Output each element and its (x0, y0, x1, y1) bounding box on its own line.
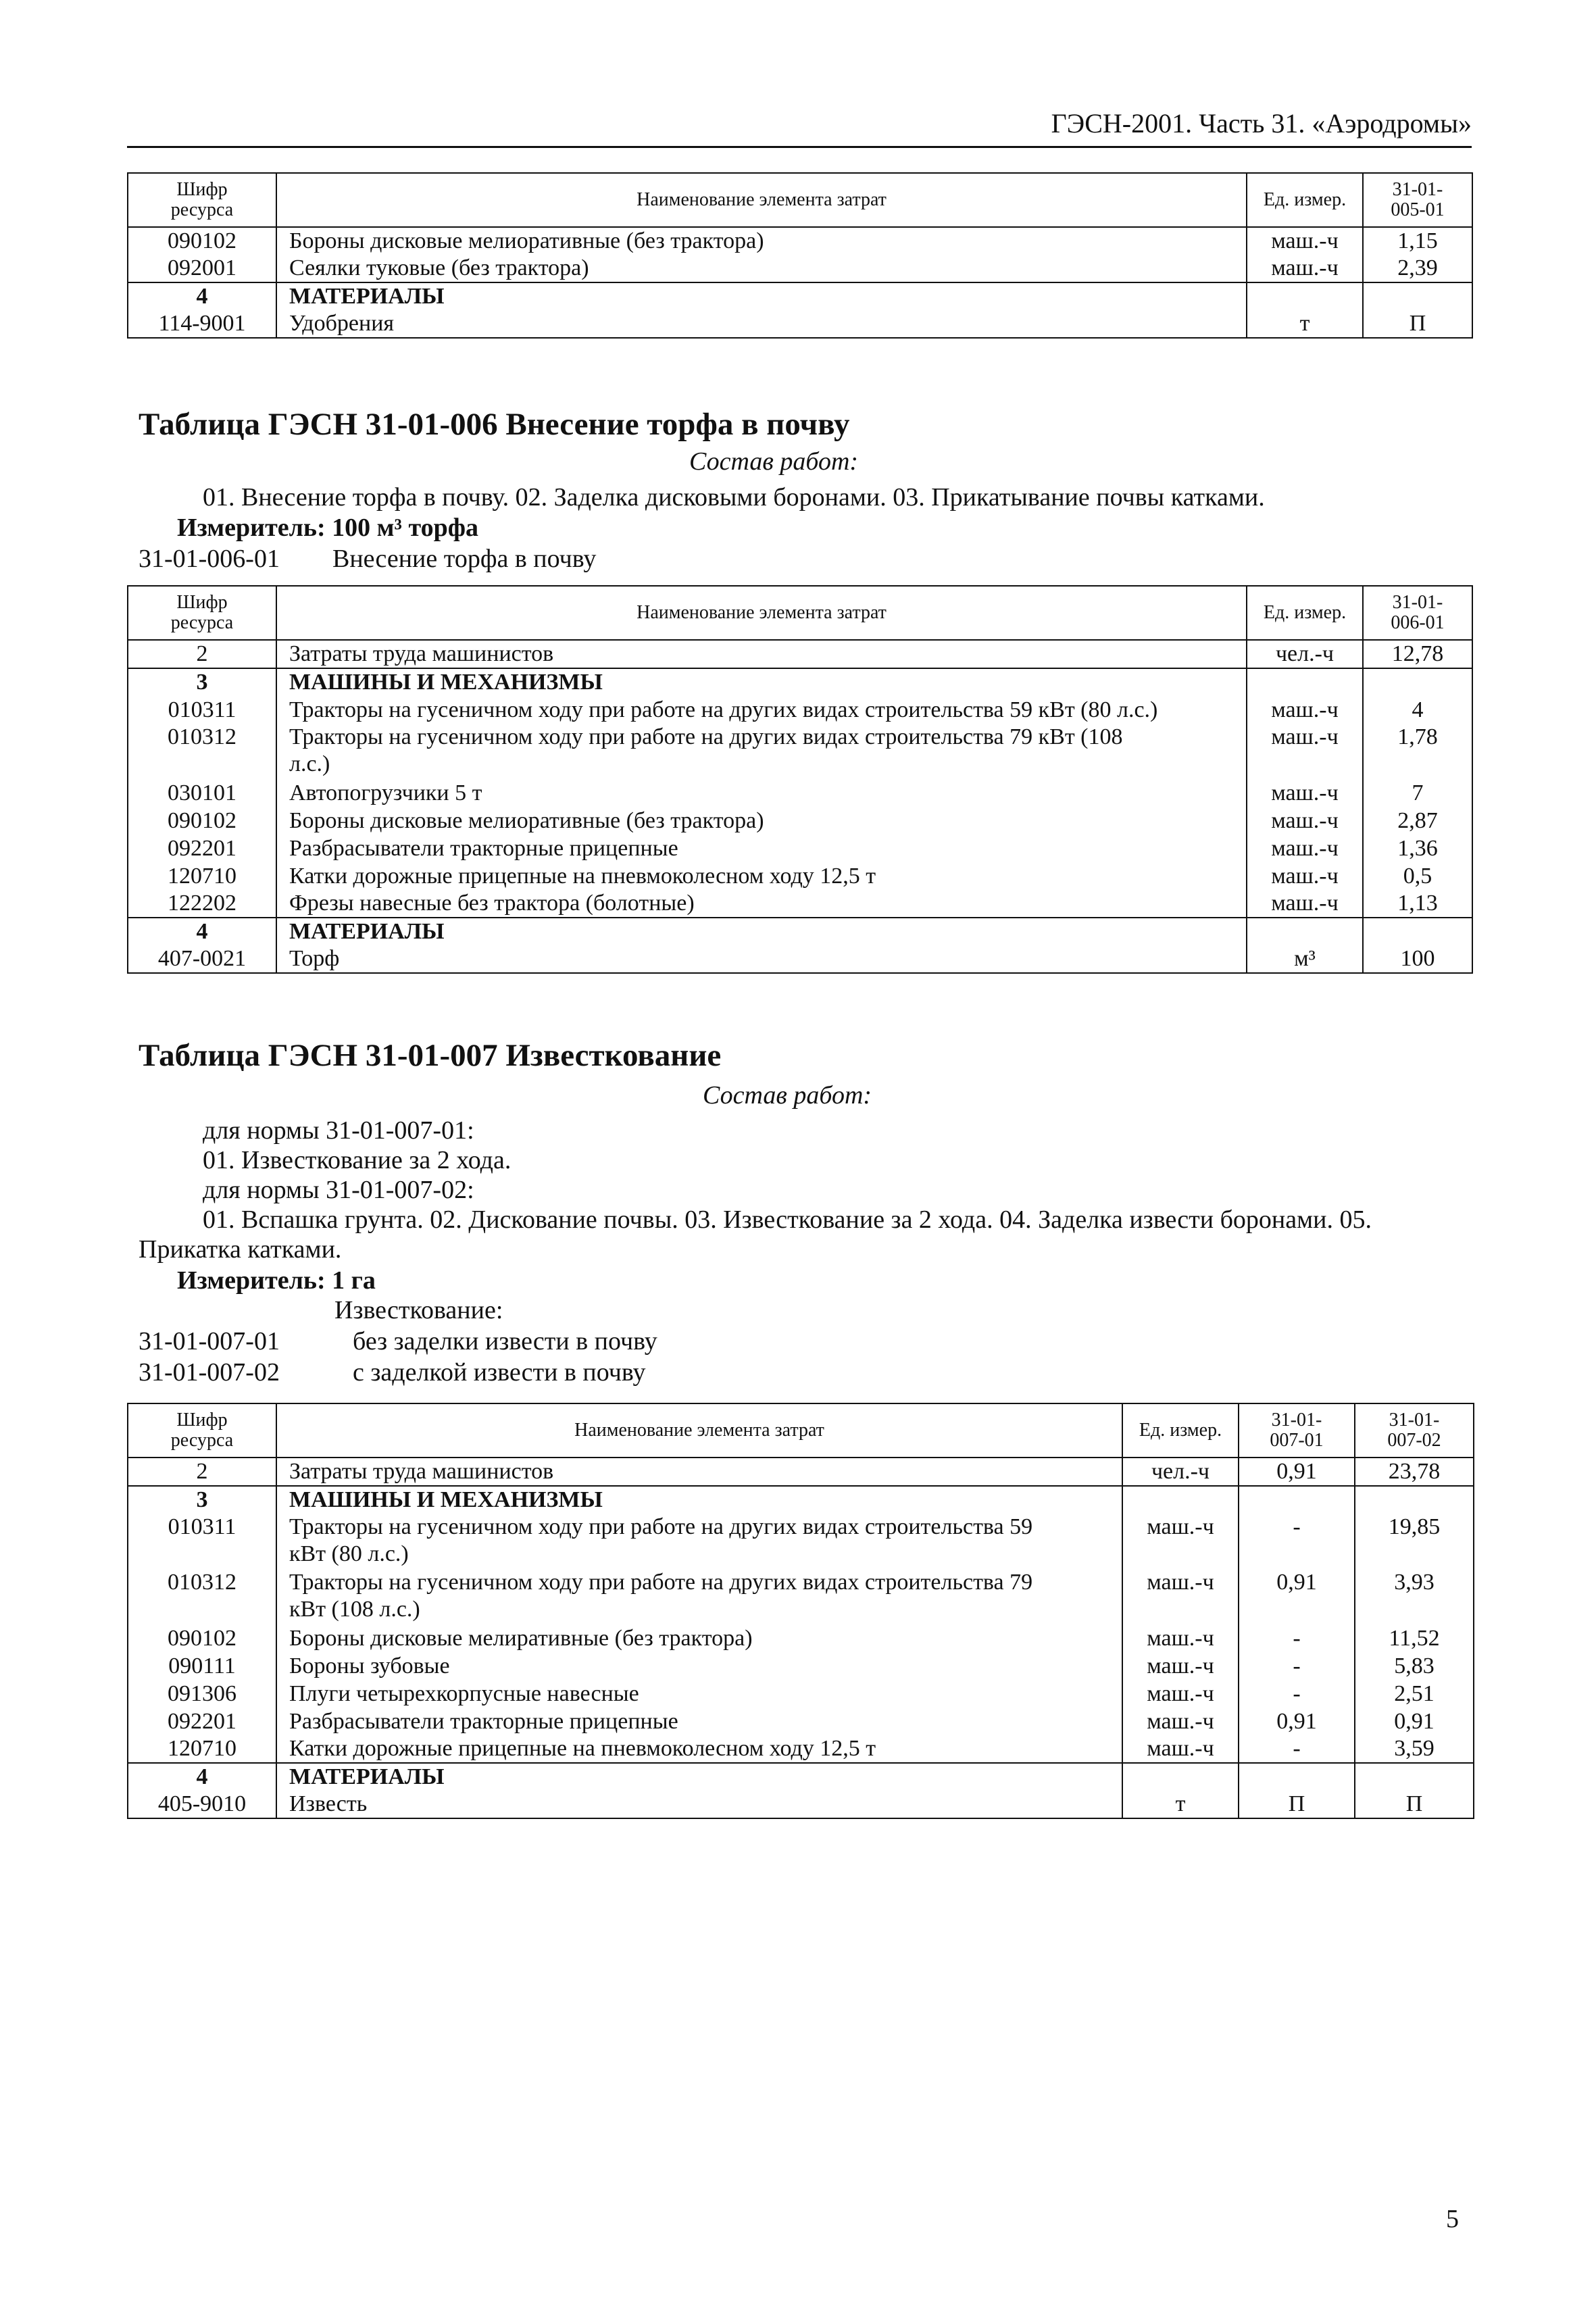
table-row: 030101 Автопогрузчики 5 т маш.-ч 7 (128, 779, 1472, 807)
table-row: 120710 Катки дорожные прицепные на пневмоколесном ходу 12,5 т маш.-ч 0,5 (128, 862, 1472, 890)
composition-line: Прикатка катками. (139, 1235, 342, 1264)
section-title-006: Таблица ГЭСН 31-01-006 Внесение торфа в почву (139, 407, 850, 442)
resource-table-31-01-007-body (127, 1403, 1474, 1819)
table-row: 4 МАТЕРИАЛЫ (128, 282, 1472, 310)
running-header (127, 107, 1472, 148)
composition-heading: Состав работ: (703, 1081, 872, 1110)
table-row: 090102 Бороны дисковые мелиоративные (без трактора) маш.-ч 1,15 (128, 227, 1472, 255)
meter: Измеритель: 100 м³ торфа (177, 514, 479, 542)
header-unit: Ед. измер. (1247, 173, 1363, 227)
header-norm: 31-01- 005-01 (1363, 173, 1472, 227)
section-title-007: Таблица ГЭСН 31-01-007 Известкование (139, 1038, 722, 1073)
header-unit: Ед. измер. (1122, 1403, 1239, 1458)
group-name: Известкование: (334, 1296, 503, 1324)
table-row: 3 МАШИНЫ И МЕХАНИЗМЫ (128, 668, 1472, 696)
table-row: 092201 Разбрасыватели тракторные прицепные маш.-ч 0,91 0,91 (128, 1708, 1474, 1735)
table-row: 092201 Разбрасыватели тракторные прицепные маш.-ч 1,36 (128, 835, 1472, 862)
header-code: Шифр ресурса (128, 1403, 276, 1458)
table-row: 090111 Бороны зубовые маш.-ч - 5,83 (128, 1652, 1474, 1680)
table-row: 092001 Сеялки туковые (без трактора) маш.-ч 2,39 (128, 255, 1472, 282)
table-row: 2 Затраты труда машинистов чел.-ч 0,91 23,78 (128, 1458, 1474, 1486)
norm-name: Внесение торфа в почву (332, 545, 597, 573)
header-code: Шифр ресурса (128, 586, 276, 640)
table-row: 114-9001 Удобрения т П (128, 310, 1472, 338)
norm-code: 31-01-007-02 (139, 1358, 280, 1387)
table-row: 405-9010 Известь т П П (128, 1791, 1474, 1818)
composition-line: для нормы 31-01-007-02: (203, 1176, 474, 1204)
running-header-text: ГЭСН-2001. Часть 31. «Аэродромы» (1051, 108, 1472, 139)
header-name: Наименование элемента затрат (276, 173, 1247, 227)
table-row: 010311 Тракторы на гусеничном ходу при работе на других видах строительства 59 кВт (80 л.с.) маш.-ч - 19,85 (128, 1514, 1474, 1569)
table-row: 4 МАТЕРИАЛЫ (128, 1763, 1474, 1791)
header-norm-b: 31-01- 007-02 (1355, 1403, 1474, 1458)
table-row: 3 МАШИНЫ И МЕХАНИЗМЫ (128, 1486, 1474, 1514)
table-row: 091306 Плуги четырехкорпусные навесные маш.-ч - 2,51 (128, 1680, 1474, 1708)
header-code: Шифр ресурса (128, 173, 276, 227)
header-norm-a: 31-01- 007-01 (1239, 1403, 1355, 1458)
header-unit: Ед. измер. (1247, 586, 1363, 640)
page-number: 5 (1446, 2205, 1459, 2233)
composition-line: для нормы 31-01-007-01: (203, 1116, 474, 1145)
composition-line: 01. Известкование за 2 хода. (203, 1146, 512, 1174)
header-name: Наименование элемента затрат (276, 1403, 1122, 1458)
composition-heading: Состав работ: (689, 447, 859, 476)
table-row: 2 Затраты труда машинистов чел.-ч 12,78 (128, 640, 1472, 668)
table-row: 090102 Бороны дисковые мелиративные (без трактора) маш.-ч - 11,52 (128, 1624, 1474, 1652)
header-norm: 31-01- 006-01 (1363, 586, 1472, 640)
norm-name: с заделкой извести в почву (353, 1358, 646, 1387)
norm-name: без заделки извести в почву (353, 1327, 657, 1355)
meter: Измеритель: 1 га (177, 1266, 376, 1295)
composition-text: 01. Внесение торфа в почву. 02. Заделка дисковыми боронами. 03. Прикатывание почвы катками. (203, 483, 1265, 512)
header-name: Наименование элемента затрат (276, 586, 1247, 640)
table-row: 120710 Катки дорожные прицепные на пневмоколесном ходу 12,5 т маш.-ч - 3,59 (128, 1735, 1474, 1763)
resource-table-31-01-005 (127, 172, 1473, 339)
norm-code: 31-01-006-01 (139, 545, 280, 573)
table-row: 090102 Бороны дисковые мелиоративные (без трактора) маш.-ч 2,87 (128, 807, 1472, 835)
table-row: 407-0021 Торф м³ 100 (128, 945, 1472, 973)
table-row: 010312 Тракторы на гусеничном ходу при работе на других видах строительства 79 кВт (108 л.с.) маш.-ч 1,78 (128, 724, 1472, 779)
table-row: 122202 Фрезы навесные без трактора (болотные) маш.-ч 1,13 (128, 890, 1472, 918)
table-row: 4 МАТЕРИАЛЫ (128, 918, 1472, 945)
norm-code: 31-01-007-01 (139, 1327, 280, 1355)
composition-line: 01. Вспашка грунта. 02. Дискование почвы. 03. Известкование за 2 хода. 04. Заделка извести боронами. 05. (203, 1205, 1372, 1234)
table-row: 010312 Тракторы на гусеничном ходу при работе на других видах строительства 79 кВт (108 л.с.) маш.-ч 0,91 3,93 (128, 1569, 1474, 1624)
resource-table-31-01-006 (127, 585, 1473, 974)
table-row: 010311 Тракторы на гусеничном ходу при работе на других видах строительства 59 кВт (80 л.с.) маш.-ч 4 (128, 696, 1472, 724)
